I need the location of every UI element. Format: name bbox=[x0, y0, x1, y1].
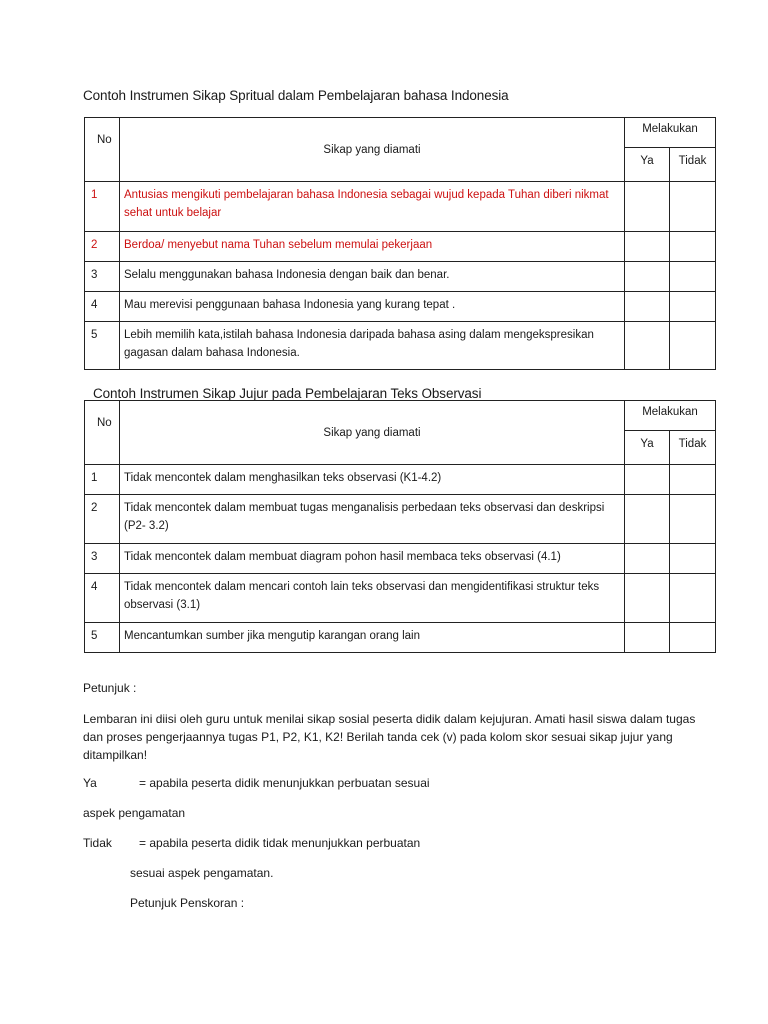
tidak-check-cell[interactable] bbox=[670, 623, 716, 653]
row-number: 1 bbox=[85, 465, 120, 495]
row-number: 2 bbox=[85, 232, 120, 262]
row-number: 1 bbox=[85, 182, 120, 232]
table-row bbox=[85, 544, 716, 574]
ya-check-cell[interactable] bbox=[625, 544, 670, 574]
tidak-check-cell[interactable] bbox=[670, 232, 716, 262]
header-ya: Ya bbox=[625, 431, 670, 465]
header-sikap: Sikap yang diamati bbox=[120, 401, 625, 465]
header-sikap: Sikap yang diamati bbox=[120, 118, 625, 182]
row-number: 5 bbox=[85, 322, 120, 370]
tidak-label: Tidak bbox=[83, 836, 112, 850]
ya-check-cell[interactable] bbox=[625, 495, 670, 544]
row-text: Antusias mengikuti pembelajaran bahasa Indonesia sebagai wujud kepada Tuhan diberi nikmat sehat untuk belajar bbox=[120, 182, 625, 232]
table-row bbox=[85, 322, 716, 370]
row-text: Berdoa/ menyebut nama Tuhan sebelum memulai pekerjaan bbox=[120, 232, 625, 262]
row-text: Tidak mencontek dalam membuat tugas menganalisis perbedaan teks observasi dan deskripsi (P2- 3.2) bbox=[120, 495, 625, 544]
table-row bbox=[85, 232, 716, 262]
instrument-table-spiritual bbox=[84, 117, 716, 370]
header-no: No bbox=[85, 401, 120, 465]
row-number: 3 bbox=[85, 262, 120, 292]
row-text: Lebih memilih kata,istilah bahasa Indonesia daripada bahasa asing dalam mengekspresikan gagasan dalam bahasa Indonesia. bbox=[120, 322, 625, 370]
tidak-definition-continued: sesuai aspek pengamatan. bbox=[130, 866, 274, 880]
table-row bbox=[85, 262, 716, 292]
ya-definition: = apabila peserta didik menunjukkan perbuatan sesuai bbox=[139, 776, 430, 790]
ya-label: Ya bbox=[83, 776, 97, 790]
petunjuk-penskoran: Petunjuk Penskoran : bbox=[130, 896, 245, 910]
tidak-check-cell[interactable] bbox=[670, 182, 716, 232]
row-text: Mau merevisi penggunaan bahasa Indonesia yang kurang tepat . bbox=[120, 292, 625, 322]
table2-title: Contoh Instrumen Sikap Jujur pada Pembelajaran Teks Observasi bbox=[93, 386, 482, 401]
header-tidak: Tidak bbox=[670, 431, 716, 465]
ya-check-cell[interactable] bbox=[625, 322, 670, 370]
ya-check-cell[interactable] bbox=[625, 182, 670, 232]
row-number: 5 bbox=[85, 623, 120, 653]
ya-check-cell[interactable] bbox=[625, 465, 670, 495]
header-ya: Ya bbox=[625, 148, 670, 182]
ya-check-cell[interactable] bbox=[625, 262, 670, 292]
table-row bbox=[85, 465, 716, 495]
row-text: Tidak mencontek dalam membuat diagram pohon hasil membaca teks observasi (4.1) bbox=[120, 544, 625, 574]
tidak-check-cell[interactable] bbox=[670, 292, 716, 322]
header-no: No bbox=[85, 118, 120, 182]
ya-check-cell[interactable] bbox=[625, 292, 670, 322]
row-text: Selalu menggunakan bahasa Indonesia dengan baik dan benar. bbox=[120, 262, 625, 292]
petunjuk-heading: Petunjuk : bbox=[83, 681, 137, 695]
tidak-check-cell[interactable] bbox=[670, 544, 716, 574]
ya-check-cell[interactable] bbox=[625, 574, 670, 623]
ya-definition-continued: aspek pengamatan bbox=[83, 806, 186, 820]
instrument-table-jujur bbox=[84, 400, 716, 653]
row-text: Tidak mencontek dalam menghasilkan teks observasi (K1-4.2) bbox=[120, 465, 625, 495]
petunjuk-paragraph: Lembaran ini diisi oleh guru untuk menilai sikap sosial peserta didik dalam kejujuran. Amati hasil siswa dalam tugas dan proses pengerjaannya tugas P1, P2, K1, K2! Berilah tanda cek (v) pada kolom skor sesuai sikap jujur yang ditampilkan! bbox=[83, 712, 696, 762]
table-row bbox=[85, 292, 716, 322]
ya-check-cell[interactable] bbox=[625, 623, 670, 653]
row-number: 4 bbox=[85, 574, 120, 623]
row-number: 4 bbox=[85, 292, 120, 322]
tidak-check-cell[interactable] bbox=[670, 574, 716, 623]
row-text: Tidak mencontek dalam mencari contoh lain teks observasi dan mengidentifikasi struktur teks observasi (3.1) bbox=[120, 574, 625, 623]
table-row bbox=[85, 574, 716, 623]
row-number: 2 bbox=[85, 495, 120, 544]
table1-title: Contoh Instrumen Sikap Spritual dalam Pembelajaran bahasa Indonesia bbox=[83, 88, 509, 103]
header-melakukan: Melakukan bbox=[625, 401, 716, 431]
tidak-check-cell[interactable] bbox=[670, 262, 716, 292]
row-text: Mencantumkan sumber jika mengutip karangan orang lain bbox=[120, 623, 625, 653]
tidak-check-cell[interactable] bbox=[670, 465, 716, 495]
table-row bbox=[85, 495, 716, 544]
header-melakukan: Melakukan bbox=[625, 118, 716, 148]
tidak-definition: = apabila peserta didik tidak menunjukkan perbuatan bbox=[139, 836, 421, 850]
row-number: 3 bbox=[85, 544, 120, 574]
header-tidak: Tidak bbox=[670, 148, 716, 182]
tidak-check-cell[interactable] bbox=[670, 322, 716, 370]
table-row bbox=[85, 623, 716, 653]
tidak-check-cell[interactable] bbox=[670, 495, 716, 544]
table-row bbox=[85, 182, 716, 232]
ya-check-cell[interactable] bbox=[625, 232, 670, 262]
